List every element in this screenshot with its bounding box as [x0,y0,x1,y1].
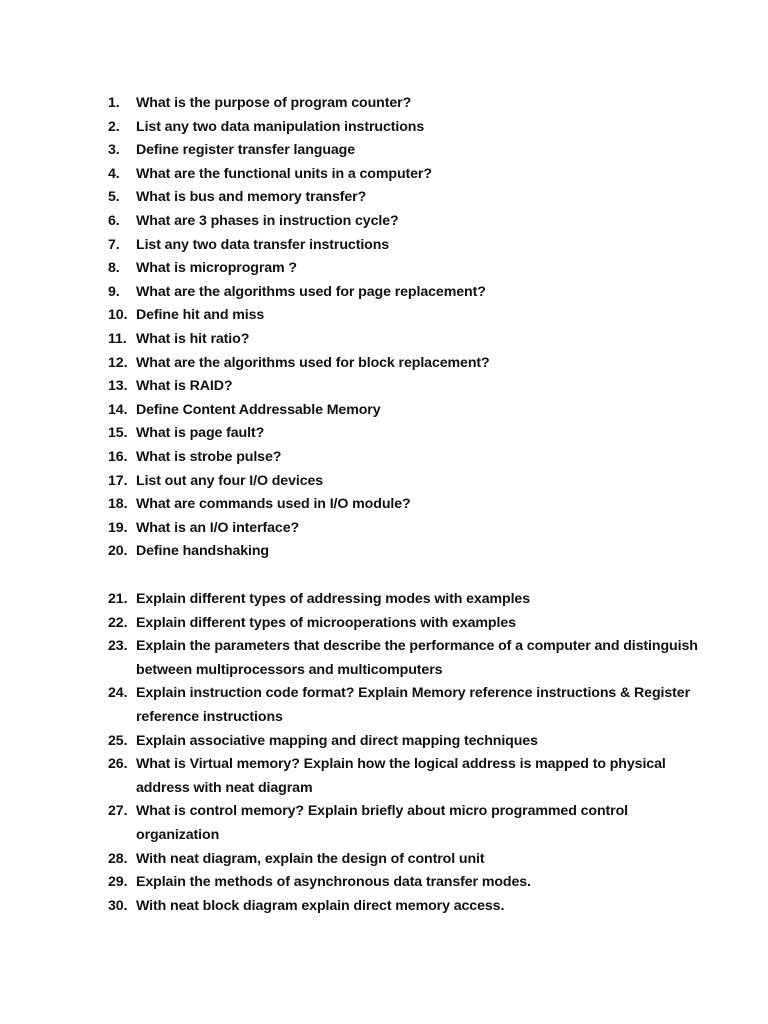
question-text: What is page fault? [136,425,265,442]
question-number: 3. [108,142,120,159]
question-number: 21. [108,591,128,607]
question-item [108,328,698,352]
question-item [108,186,698,210]
question-number: 2. [108,118,120,135]
question-text: Explain associative mapping and direct mapping techniques [136,732,538,749]
question-number: 24. [108,685,128,702]
question-text: What are the algorithms used for page replacement? [136,283,486,300]
question-item [108,800,698,847]
question-number: 16. [108,448,128,465]
question-item [108,446,698,470]
long-questions-list [108,588,698,918]
question-item [108,116,698,140]
question-item [108,730,698,754]
question-number: 9. [108,283,120,300]
question-item [108,493,698,517]
question-item [108,375,698,399]
question-text: Define hit and miss [136,307,265,324]
question-text: What is the purpose of program counter? [136,95,412,111]
question-item [108,281,698,305]
question-number: 7. [108,236,120,253]
question-item [108,753,698,800]
question-item [108,92,698,116]
question-text: Define Content Addressable Memory [136,401,381,418]
question-number: 1. [108,95,120,111]
question-number: 6. [108,212,120,229]
question-text: With neat block diagram explain direct memory access. [136,897,505,914]
question-number: 25. [108,732,128,749]
question-number: 17. [108,472,128,489]
question-text: What is microprogram ? [136,260,297,277]
question-text: What is hit ratio? [136,330,250,347]
question-number: 13. [108,378,128,395]
question-item [108,682,698,729]
question-item [108,210,698,234]
question-text: Explain different types of microoperations with examples [136,614,516,631]
question-item [108,352,698,376]
question-text: With neat diagram, explain the design of control unit [136,850,485,867]
question-text: What is control memory? Explain briefly about micro programmed control organization [136,803,629,843]
question-number: 22. [108,614,128,631]
question-number: 5. [108,189,120,206]
question-number: 12. [108,354,128,371]
question-text: What is Virtual memory? Explain how the logical address is mapped to physical address with neat diagram [136,756,666,796]
question-number: 15. [108,425,128,442]
question-text: List any two data manipulation instructions [136,118,425,135]
question-item [108,163,698,187]
question-text: List any two data transfer instructions [136,236,390,253]
question-item [108,422,698,446]
question-number: 4. [108,165,120,182]
question-item [108,517,698,541]
question-text: What is RAID? [136,378,233,395]
question-number: 10. [108,307,128,324]
question-text: What are commands used in I/O module? [136,496,411,513]
question-number: 14. [108,401,128,418]
question-item [108,304,698,328]
short-questions-list [108,92,698,564]
question-text: Define register transfer language [136,142,356,159]
question-item [108,257,698,281]
question-item [108,234,698,258]
question-item [108,540,698,564]
question-number: 27. [108,803,128,820]
question-text: What is strobe pulse? [136,448,282,465]
question-item [108,635,698,682]
question-text: What are the functional units in a computer? [136,165,432,182]
question-item [108,895,698,919]
question-number: 19. [108,519,128,536]
question-number: 8. [108,260,120,277]
question-text: Explain the methods of asynchronous data transfer modes. [136,874,531,891]
question-text: Explain the parameters that describe the performance of a computer and distinguish between multiprocessors and multicomputers [136,638,698,678]
question-number: 23. [108,638,128,655]
question-number: 18. [108,496,128,513]
question-text: Explain instruction code format? Explain Memory reference instructions & Register reference instructions [136,685,691,725]
question-number: 11. [108,330,127,347]
question-text: Explain different types of addressing modes with examples [136,591,531,607]
question-item [108,588,698,612]
question-number: 30. [108,897,128,914]
question-text: Define handshaking [136,543,270,560]
question-item [108,871,698,895]
question-number: 28. [108,850,128,867]
question-item [108,399,698,423]
question-text: What are 3 phases in instruction cycle? [136,212,399,229]
question-number: 29. [108,874,128,891]
question-item [108,470,698,494]
question-item [108,139,698,163]
question-text: What is bus and memory transfer? [136,189,367,206]
question-item [108,612,698,636]
question-number: 26. [108,756,128,773]
question-text: List out any four I/O devices [136,472,324,489]
question-item [108,848,698,872]
question-text: What are the algorithms used for block replacement? [136,354,490,371]
question-text: What is an I/O interface? [136,519,300,536]
question-number: 20. [108,543,128,560]
